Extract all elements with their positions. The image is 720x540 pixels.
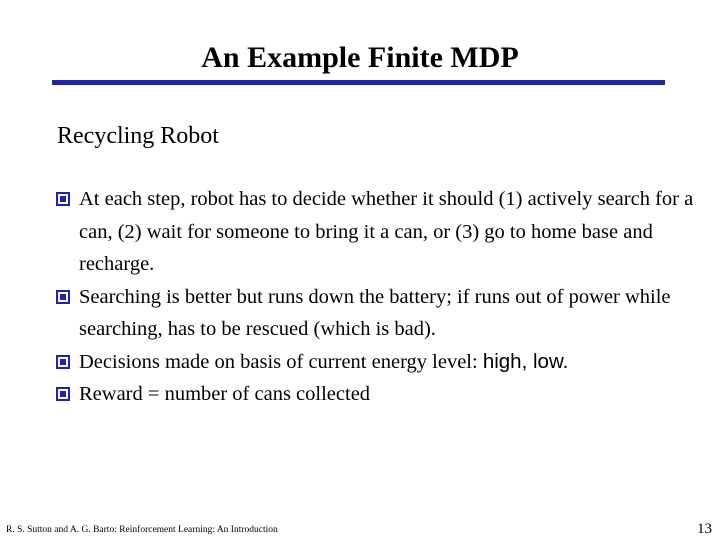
energy-level-separator: ,	[521, 349, 533, 373]
bullet-item	[56, 378, 696, 411]
square-bullet-icon	[56, 355, 70, 369]
bullet-text: Reward = number of cans collected	[79, 383, 371, 405]
bullet-text: Decisions made on basis of current energy level:	[79, 350, 483, 373]
square-bullet-icon	[56, 290, 70, 304]
slide-title: An Example Finite MDP	[201, 41, 519, 74]
bullet-item	[56, 183, 696, 281]
energy-level-high: high	[482, 349, 522, 373]
title-underline	[52, 80, 665, 85]
slide-subtitle: Recycling Robot	[57, 123, 219, 149]
footer-credit: R. S. Sutton and A. G. Barto: Reinforcement Learning: An Introduction	[6, 525, 278, 535]
page-number: 13	[697, 521, 712, 537]
square-bullet-icon	[56, 387, 70, 401]
bullet-item	[56, 281, 696, 346]
bullet-text: Searching is better but runs down the battery; if runs out of power while searching, has to be rescued (which is bad).	[79, 285, 671, 340]
bullet-item	[56, 346, 696, 379]
bullet-text: At each step, robot has to decide whether it should (1) actively search for a can, (2) wait for someone to bring it a can, or (3) go to home base and recharge.	[79, 188, 694, 275]
bullet-list	[56, 183, 696, 411]
bullet-end-period: .	[562, 349, 569, 373]
energy-level-low: low	[532, 349, 563, 373]
square-bullet-icon	[56, 192, 70, 206]
